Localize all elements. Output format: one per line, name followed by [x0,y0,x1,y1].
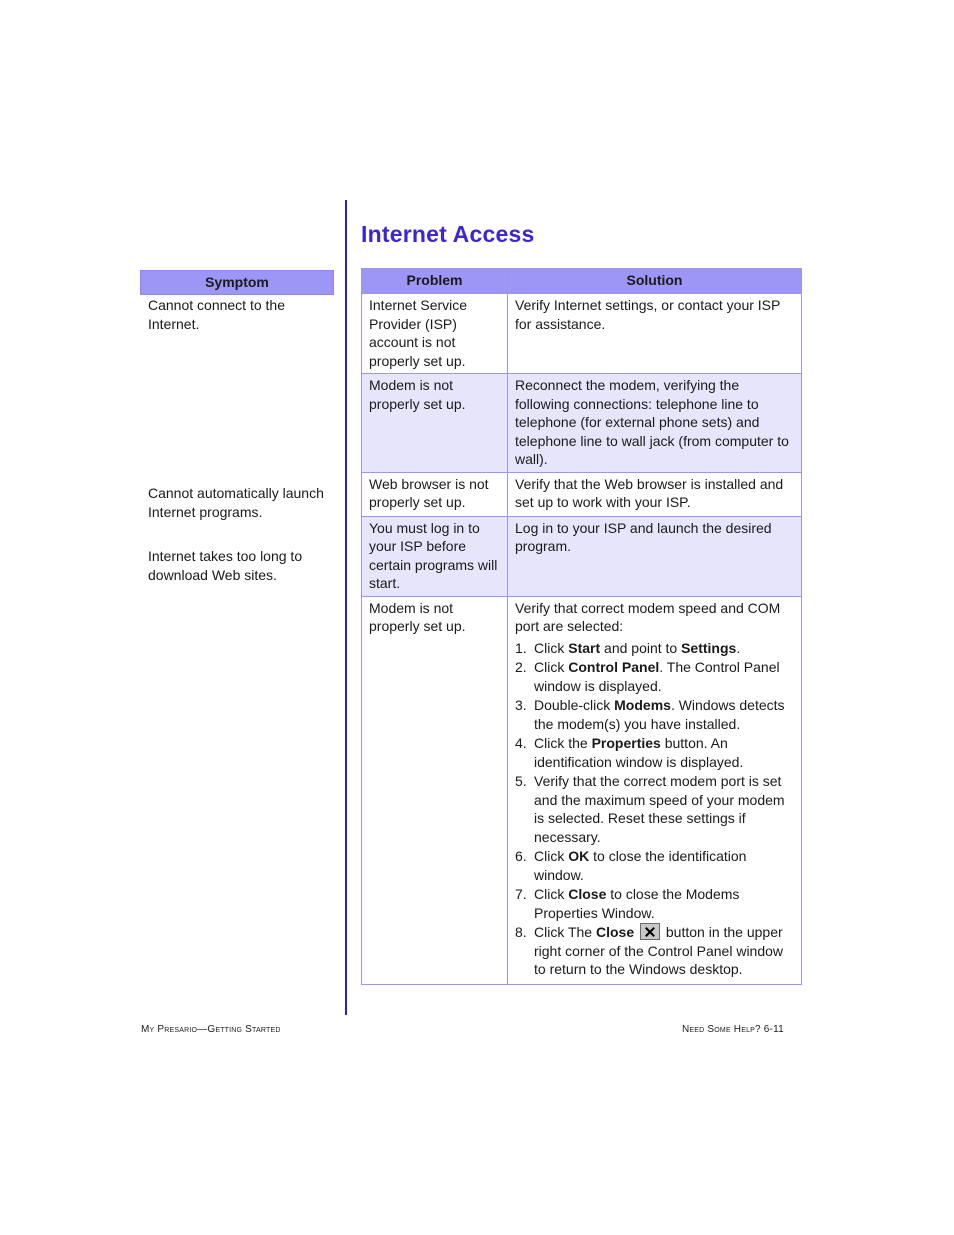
footer-right: Need Some Help? 6-11 [682,1024,784,1035]
step-item: 6. Click OK to close the identification window. [515,848,747,883]
step-item: 3. Double-click Modems. Windows detects the modem(s) you have installed. [515,697,785,732]
table-row [362,374,802,473]
step-item: 4. Click the Properties button. An identification window is displayed. [515,735,744,770]
problem-column-header: Problem [362,269,508,294]
step-item: 8. Click The Close button in the upper right corner of the Control Panel window to return to the Windows desktop. [515,924,784,977]
solution-cell [508,597,801,984]
step-item: 7. Click Close to close the Modems Properties Window. [515,886,740,921]
solution-cell: Reconnect the modem, verifying the following connections: telephone line to telephone (for external phone sets) and telephone line to wall jack (from computer to wall). [515,377,789,467]
symptom-column-header: Symptom [140,270,334,295]
solution-column-header: Solution [508,269,802,294]
table-row [362,294,802,374]
solution-cell: Log in to your ISP and launch the desired program. [515,519,772,554]
table-row [362,472,802,516]
steps-list [515,639,795,979]
table-row [362,516,802,596]
troubleshooting-table [361,268,802,985]
solution-cell: Verify Internet settings, or contact your ISP for assistance. [515,297,781,332]
solution-intro: Verify that correct modem speed and COM port are selected: [515,599,781,634]
step-item: 5. Verify that the correct modem port is set and the maximum speed of your modem is selected. Reset these settings if necessary. [515,773,785,845]
footer-left: My Presario—Getting Started [141,1024,281,1035]
table-row [362,596,802,984]
problem-cell: You must log in to your ISP before certain programs will start. [369,519,498,591]
symptom-item: Cannot automatically launch Internet programs. [148,485,324,520]
solution-cell: Verify that the Web browser is installed and set up to work with your ISP. [515,475,784,510]
vertical-divider [345,200,347,1015]
step-item: 1. Click Start and point to Settings. [515,639,741,656]
problem-cell: Modem is not properly set up. [369,599,466,634]
table-header-row [362,269,802,294]
close-x-button-icon [640,923,660,940]
problem-cell: Internet Service Provider (ISP) account is not properly set up. [369,297,468,369]
problem-cell: Modem is not properly set up. [369,377,466,412]
page-title: Internet Access [361,221,535,247]
symptom-item: Cannot connect to the Internet. [148,297,285,332]
symptom-item: Internet takes too long to download Web sites. [148,548,303,583]
problem-cell: Web browser is not properly set up. [369,475,489,510]
step-item: 2. Click Control Panel. The Control Panel window is displayed. [515,659,780,694]
